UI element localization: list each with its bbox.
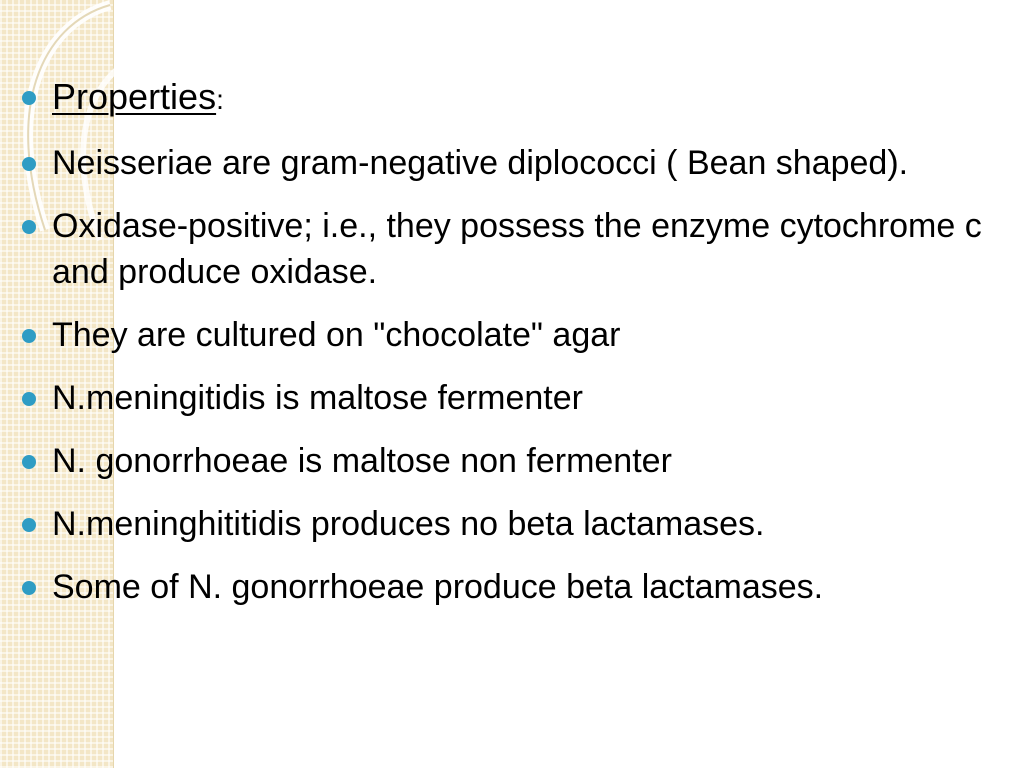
bullet-dot-icon (22, 220, 36, 234)
bullet-item (22, 501, 982, 547)
bullet-item (22, 375, 982, 421)
bullet-text: N.meninghititidis produces no beta lactamases. (52, 505, 765, 543)
bullet-list (22, 74, 982, 610)
bullet-item (22, 312, 982, 358)
bullet-text: They are cultured on "chocolate" agar (52, 316, 621, 354)
bullet-dot-icon (22, 581, 36, 595)
bullet-dot-icon (22, 91, 36, 105)
bullet-text: Oxidase-positive; i.e., they possess the enzyme cytochrome c and produce oxidase. (52, 207, 982, 291)
bullet-dot-icon (22, 518, 36, 532)
bullet-dot-icon (22, 455, 36, 469)
bullet-item (22, 564, 982, 610)
bullet-item (22, 140, 982, 186)
bullet-dot-icon (22, 329, 36, 343)
heading-bullet (22, 74, 982, 123)
bullet-text: Some of N. gonorrhoeae produce beta lactamases. (52, 568, 824, 606)
slide-content (22, 74, 982, 627)
bullet-dot-icon (22, 392, 36, 406)
bullet-text: Neisseriae are gram-negative diplococci ( Bean shaped). (52, 144, 909, 182)
bullet-dot-icon (22, 157, 36, 171)
heading-label: Properties (52, 76, 217, 117)
bullet-item (22, 438, 982, 484)
bullet-text: N.meningitidis is maltose fermenter (52, 379, 583, 417)
heading-colon: : (216, 84, 224, 115)
bullet-text: N. gonorrhoeae is maltose non fermenter (52, 442, 672, 480)
bullet-item (22, 203, 982, 295)
